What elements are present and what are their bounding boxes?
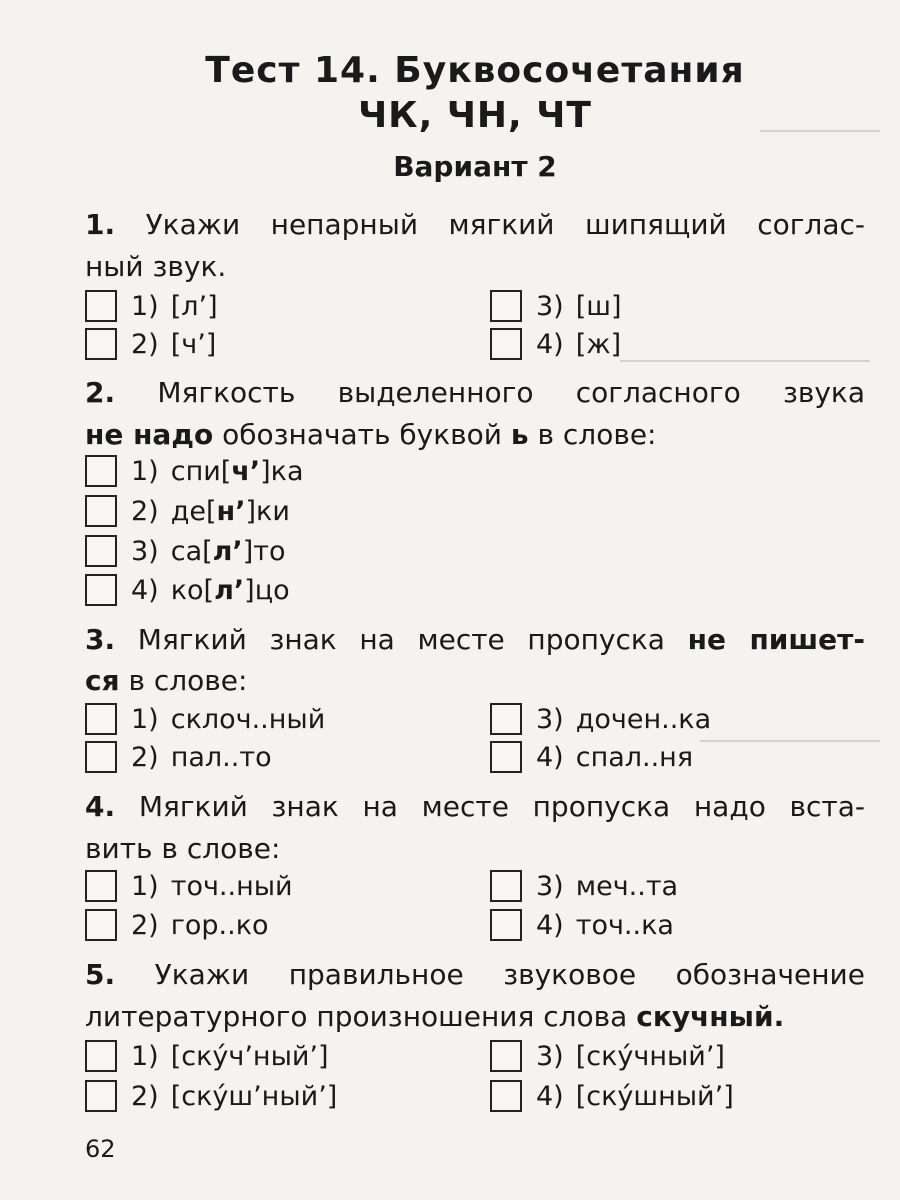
question-5-text-cont: литературного произношения слова скучный. [85, 1000, 785, 1033]
question-2-text-cont: не надо обозначать буквой ь в слове: [85, 418, 657, 451]
bleed-through-line [700, 740, 880, 742]
checkbox[interactable] [85, 495, 117, 527]
q5-option-1[interactable]: 1) [ску́ч’ный’] [85, 1040, 329, 1072]
q2-option-4[interactable]: 4) ко [ л’ ] цо [85, 574, 290, 606]
checkbox[interactable] [85, 909, 117, 941]
checkbox[interactable] [490, 703, 522, 735]
bleed-through-line [620, 360, 870, 362]
q3-option-4[interactable]: 4) спал..ня [490, 741, 693, 773]
question-2-text: 2. Мягкость выделенного согласного звука [85, 376, 865, 409]
question-4-text-cont: вить в слове: [85, 832, 281, 865]
question-4-text: 4. Мягкий знак на месте пропуска надо вста- [85, 790, 865, 823]
page-number: 62 [85, 1135, 116, 1163]
checkbox[interactable] [85, 535, 117, 567]
q5-option-2[interactable]: 2) [ску́ш’ный’] [85, 1080, 337, 1112]
q1-option-1[interactable]: 1) [л’] [85, 290, 218, 322]
checkbox[interactable] [85, 870, 117, 902]
q2-option-2[interactable]: 2) де [ н’ ] ки [85, 495, 290, 527]
checkbox[interactable] [85, 1080, 117, 1112]
q5-option-4[interactable]: 4) [ску́шный’] [490, 1080, 734, 1112]
test-subtitle: ЧК, ЧН, ЧТ [358, 95, 592, 136]
checkbox[interactable] [85, 455, 117, 487]
checkbox[interactable] [85, 741, 117, 773]
checkbox[interactable] [490, 1040, 522, 1072]
checkbox[interactable] [490, 290, 522, 322]
q2-option-1[interactable]: 1) спи [ ч’ ] ка [85, 455, 304, 487]
test-title: Тест 14. Буквосочетания [205, 50, 745, 91]
checkbox[interactable] [490, 1080, 522, 1112]
question-5-text: 5. Укажи правильное звуковое обозначение [85, 958, 865, 991]
q4-option-1[interactable]: 1) точ..ный [85, 870, 293, 902]
checkbox[interactable] [490, 909, 522, 941]
q3-option-1[interactable]: 1) склоч..ный [85, 703, 325, 735]
checkbox[interactable] [490, 870, 522, 902]
question-1-text: 1. Укажи непарный мягкий шипящий соглас- [85, 208, 865, 241]
checkbox[interactable] [85, 290, 117, 322]
q5-option-3[interactable]: 3) [ску́чный’] [490, 1040, 725, 1072]
q4-option-4[interactable]: 4) точ..ка [490, 909, 674, 941]
question-3-text-cont: ся в слове: [85, 664, 248, 697]
q4-option-3[interactable]: 3) меч..та [490, 870, 678, 902]
q1-option-2[interactable]: 2) [ч’] [85, 328, 216, 360]
checkbox[interactable] [85, 574, 117, 606]
checkbox[interactable] [490, 328, 522, 360]
checkbox[interactable] [85, 1040, 117, 1072]
variant-heading: Вариант 2 [393, 150, 557, 183]
q3-option-3[interactable]: 3) дочен..ка [490, 703, 711, 735]
q4-option-2[interactable]: 2) гор..ко [85, 909, 269, 941]
q1-option-3[interactable]: 3) [ш] [490, 290, 622, 322]
checkbox[interactable] [85, 328, 117, 360]
checkbox[interactable] [490, 741, 522, 773]
question-3-text: 3. Мягкий знак на месте пропуска не пишет- [85, 623, 865, 656]
q1-option-4[interactable]: 4) [ж] [490, 328, 621, 360]
question-1-text-cont: ный звук. [85, 250, 227, 283]
q3-option-2[interactable]: 2) пал..то [85, 741, 272, 773]
checkbox[interactable] [85, 703, 117, 735]
q2-option-3[interactable]: 3) са [ л’ ] то [85, 535, 286, 567]
